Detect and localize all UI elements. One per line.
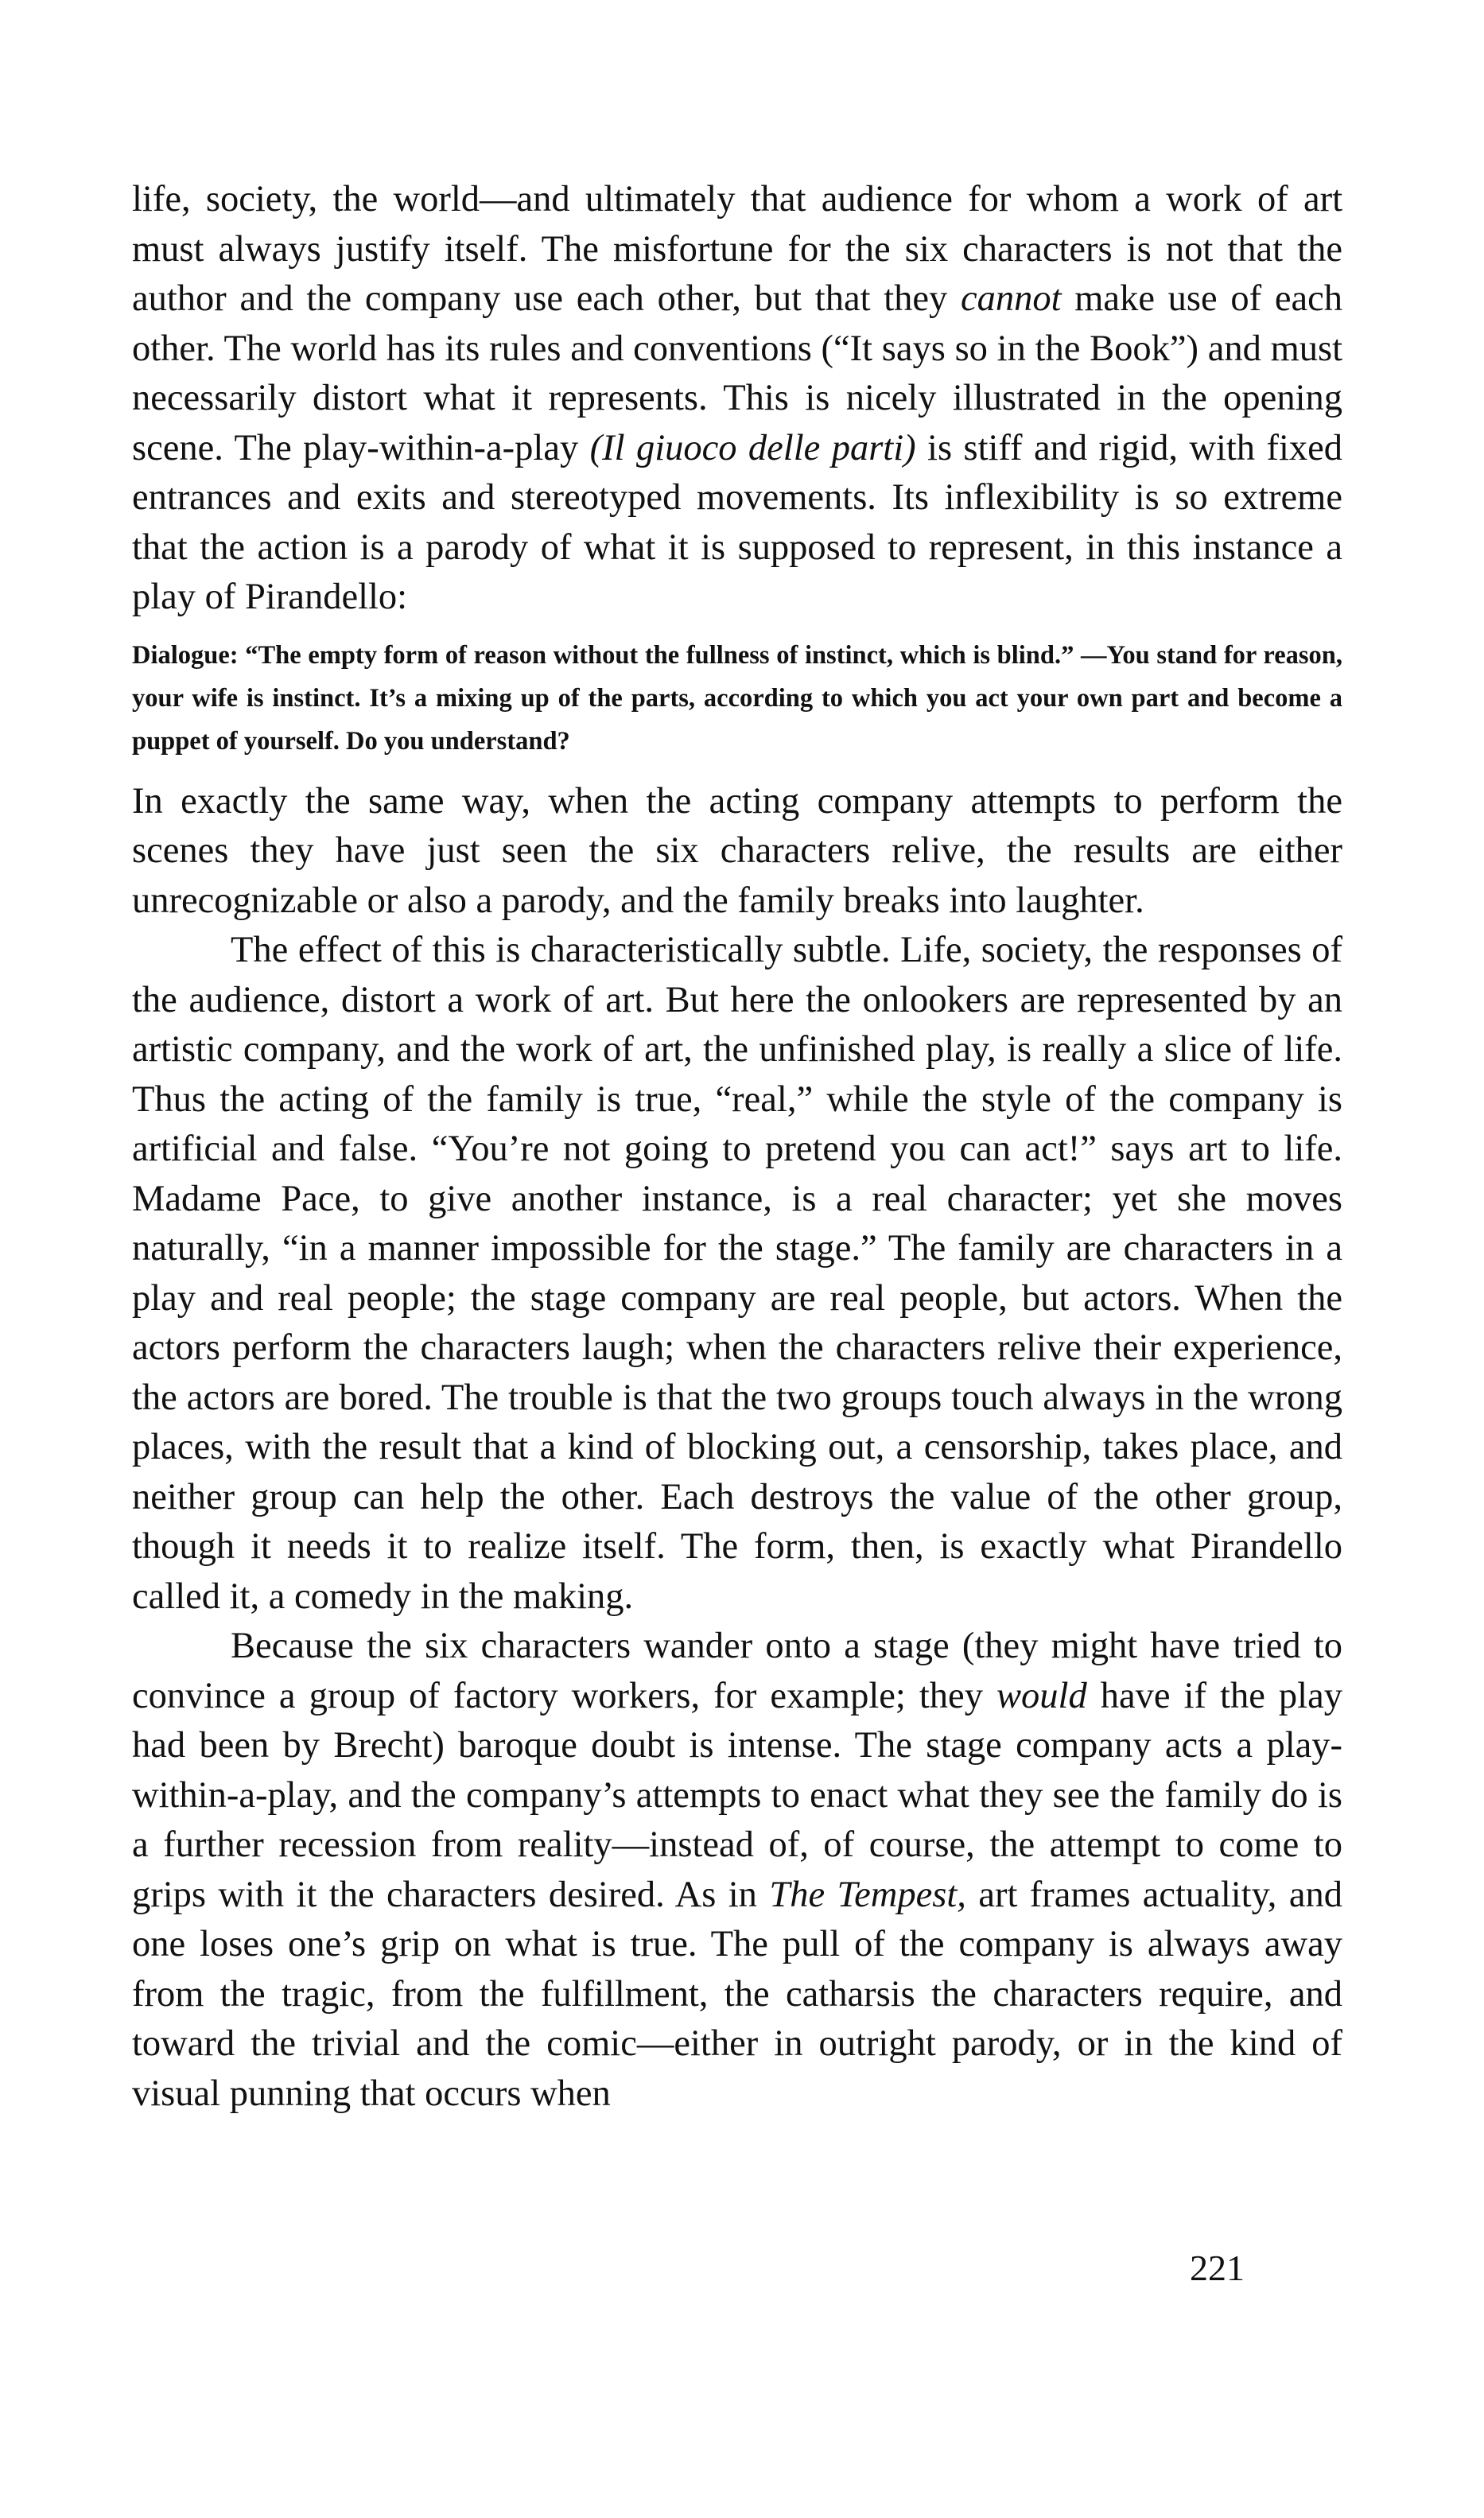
italic-run: (Il giuoco delle parti) xyxy=(589,427,916,468)
italic-run: cannot xyxy=(960,278,1062,319)
paragraph-3: The effect of this is characteristically subtle. Life, society, the responses of the audience, distort a work of art. But here the onlookers are represented by an artistic company, and the work of art, the unfinished play, is really a slice of life. Thus the acting of the family is true, “real,” while the style of the company is artificial and false. “You’re not going to pretend you can act!” says art to life. Madame Pace, to give another instance, is a real character; yet she moves naturally, “in a manner impossible for the stage.” The family are characters in a play and real people; the stage company are real people, but actors. When the actors perform the characters laugh; when the characters relive their experience, the actors are bored. The trouble is that the two groups touch always in the wrong places, with the result that a kind of blocking out, a censorship, takes place, and neither group can help the other. Each destroys the value of the other group, though it needs it to realize itself. The form, then, is exactly what Pirandello called it, a comedy in the making. xyxy=(132,930,1342,1617)
paragraph-2: In exactly the same way, when the acting company attempts to perform the scenes they have just seen the six characters relive, the results are either unrecognizable or also a parody, and the family breaks into laughter. xyxy=(132,780,1342,921)
dialogue-excerpt: Dialogue: “The empty form of reason without the fullness of instinct, which is blind.” —You stand for reason, your wife is instinct. It’s a mixing up of the parts, according to which you act your own part and become a puppet of yourself. Do you understand? xyxy=(132,640,1342,756)
page-number: 221 xyxy=(1190,2248,1245,2288)
body-text xyxy=(132,175,1342,2119)
paragraph-4: Because the six characters wander onto a stage (they might have tried to convince a group of factory workers, for example; they would have if the play had been by Brecht) baroque doubt is intense. The stage company acts a play-within-a-play, and the company’s attempts to enact what they see the family do is a further recession from reality—instead of, of course, the attempt to come to grips with it the characters desired. As in The Tempest, art frames actuality, and one loses one’s grip on what is true. The pull of the company is always away from the tragic, from the fulfillment, the catharsis the characters require, and toward the trivial and the comic—either in outright parody, or in the kind of visual punning that occurs when xyxy=(132,1626,1342,2114)
paragraph-1: life, society, the world—and ultimately that audience for whom a work of art must always justify itself. The misfortune for the six characters is not that the author and the company use each other, but that they cannot make use of each other. The world has its rules and conventions (“It says so in the Book”) and must necessarily distort what it represents. This is nicely illustrated in the opening scene. The play-within-a-play (Il giuoco delle parti) is stiff and rigid, with fixed entrances and exits and stereotyped movements. Its inflexibility is so extreme that the action is a parody of what it is supposed to represent, in this instance a play of Pirandello: xyxy=(132,179,1342,617)
italic-run: The Tempest, xyxy=(769,1874,966,1915)
italic-run: would xyxy=(996,1675,1087,1716)
